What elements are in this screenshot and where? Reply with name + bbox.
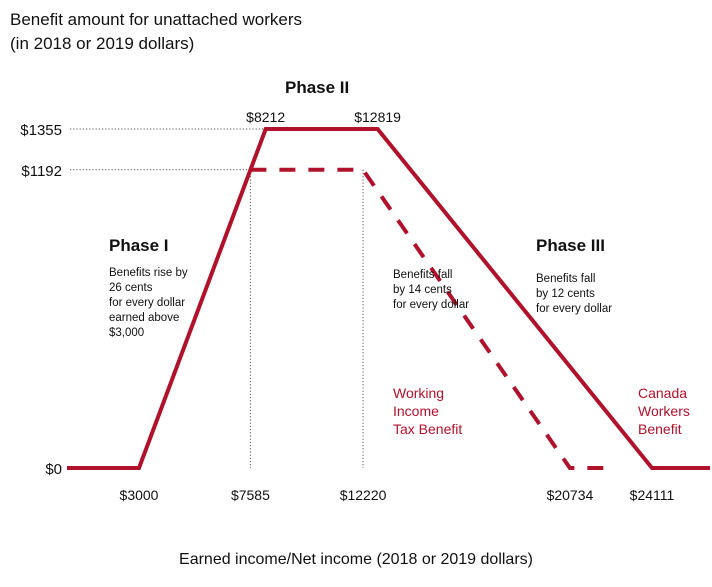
x-tick-label: $20734 xyxy=(546,487,594,503)
phase-i-note-line: $3,000 xyxy=(109,327,145,339)
phase-ii-title: Phase II xyxy=(285,78,350,97)
wits-series-label xyxy=(393,384,462,438)
chart-title-line-2: (in 2018 or 2019 dollars) xyxy=(10,34,195,53)
wits-phase-note xyxy=(393,268,469,313)
x-axis-label: Earned income/Net income (2018 or 2019 dollars) xyxy=(179,551,533,568)
phase-i-note-line: earned above xyxy=(109,312,180,324)
cwb-label-line: Workers xyxy=(638,403,690,419)
phase-iii-note-line: by 12 cents xyxy=(536,288,595,300)
wits-label-line: Tax Benefit xyxy=(393,421,463,437)
phase-i-note-line: for every dollar xyxy=(109,297,186,309)
phase-i-note-line: Benefits rise by xyxy=(109,267,188,279)
wits-label-line: Income xyxy=(393,403,439,419)
x-tick-label: $7585 xyxy=(230,487,270,503)
wits-note-line: for every dollar xyxy=(393,299,470,311)
phase-iii-note xyxy=(536,272,612,317)
wits-label-line: Working xyxy=(393,385,445,401)
phase-iii-title: Phase III xyxy=(536,236,605,255)
cwb-series-label xyxy=(638,384,690,438)
x-tick-label: $12220 xyxy=(339,487,387,503)
wits-note-line: Benefits fall xyxy=(393,269,453,281)
phase-i-note xyxy=(109,266,188,341)
cwb-label-line: Canada xyxy=(638,385,688,401)
wits-note-line: by 14 cents xyxy=(393,284,452,296)
phase-i-title: Phase I xyxy=(109,236,169,255)
x-tick-label-top: $12819 xyxy=(354,109,401,125)
cwb-label-line: Benefit xyxy=(638,421,682,437)
y-tick-label: $1192 xyxy=(21,162,62,180)
y-tick-label: $0 xyxy=(45,461,62,478)
x-tick-label-top: $8212 xyxy=(246,109,286,125)
phase-iii-note-line: Benefits fall xyxy=(536,273,596,285)
x-tick-label: $24111 xyxy=(629,487,675,503)
x-tick-label: $3000 xyxy=(119,487,159,503)
phase-i-note-line: 26 cents xyxy=(109,282,153,294)
phase-iii-note-line: for every dollar xyxy=(536,303,613,315)
chart-title-line-1: Benefit amount for unattached workers xyxy=(10,10,302,29)
y-tick-label: $1355 xyxy=(20,122,62,139)
